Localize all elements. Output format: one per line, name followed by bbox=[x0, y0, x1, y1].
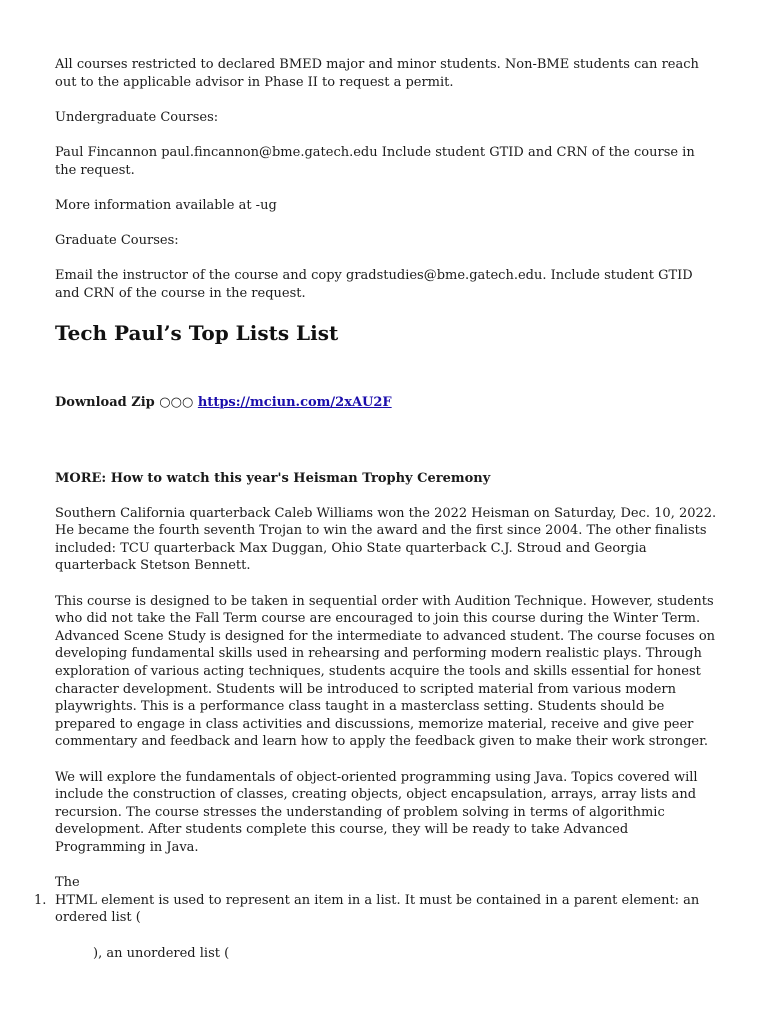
list-item-text: HTML element is used to represent an item in a list. It must be contained in a parent element: an ordered list ( bbox=[55, 892, 700, 926]
grad-heading: Graduate Courses: bbox=[55, 232, 179, 248]
undergrad-heading: Undergraduate Courses: bbox=[55, 109, 219, 125]
document-body bbox=[34, 56, 720, 962]
restriction-text: All courses restricted to declared BMED major and minor students. Non-BME students can reach out to the applicable advisor in Phase II to request a permit. bbox=[55, 57, 699, 90]
download-label: Download Zip bbox=[55, 394, 155, 410]
page-title: Tech Paul’s Top Lists List bbox=[55, 320, 339, 345]
grad-contact: Email the instructor of the course and copy gradstudies@bme.gatech.edu. Include student GTID and CRN of the course in the request. bbox=[55, 268, 693, 301]
more-heading: MORE: How to watch this year's Heisman Trophy Ceremony bbox=[55, 470, 491, 486]
heisman-paragraph: Southern California quarterback Caleb Williams won the 2022 Heisman on Saturday, Dec. 10, 2022. He became the fourth seventh Trojan to win the award and the first since 2004. The other finalists included: TCU quarterback Max Duggan, Ohio State quarterback C.J. Stroud and Georgia quarterback Stetson Bennett. bbox=[55, 505, 717, 574]
java-paragraph: We will explore the fundamentals of object-oriented programming using Java. Topics covered will include the construction of classes, creating objects, object encapsulation, arrays, array lists and recursion. The course stresses the understanding of problem solving in terms of algorithmic development. After students complete this course, they will be ready to take Advanced Programming in Java. bbox=[55, 769, 698, 855]
scene-study-paragraph: This course is designed to be taken in sequential order with Audition Technique. However, students who did not take the Fall Term course are encouraged to join this course during the Winter Term. Advanced Scene Study is designed for the intermediate to advanced student. The course focuses on developing fundamental skills used in rehearsing and performing modern realistic plays. Through exploration of various acting techniques, students acquire the tools and skills essential for honest character development. Students will be introduced to scripted material from various modern playwrights. This is a performance class taught in a masterclass setting. Students should be prepared to engage in class activities and discussions, memorize material, receive and give peer commentary and feedback and learn how to apply the feedback given to make their work stronger. bbox=[55, 593, 716, 750]
nested-list-text: ), an unordered list ( bbox=[93, 945, 230, 961]
download-circles: ○○○ bbox=[159, 394, 194, 410]
list-item bbox=[34, 892, 720, 927]
list-number: 1. bbox=[34, 892, 47, 908]
list-prefix: The bbox=[55, 875, 80, 891]
undergrad-contact: Paul Fincannon paul.fincannon@bme.gatech.edu Include student GTID and CRN of the course in the request. bbox=[55, 144, 695, 178]
download-link[interactable]: https://mciun.com/2xAU2F bbox=[197, 394, 392, 410]
more-info-text: More information available at -ug bbox=[55, 197, 277, 213]
download-line bbox=[55, 394, 720, 412]
